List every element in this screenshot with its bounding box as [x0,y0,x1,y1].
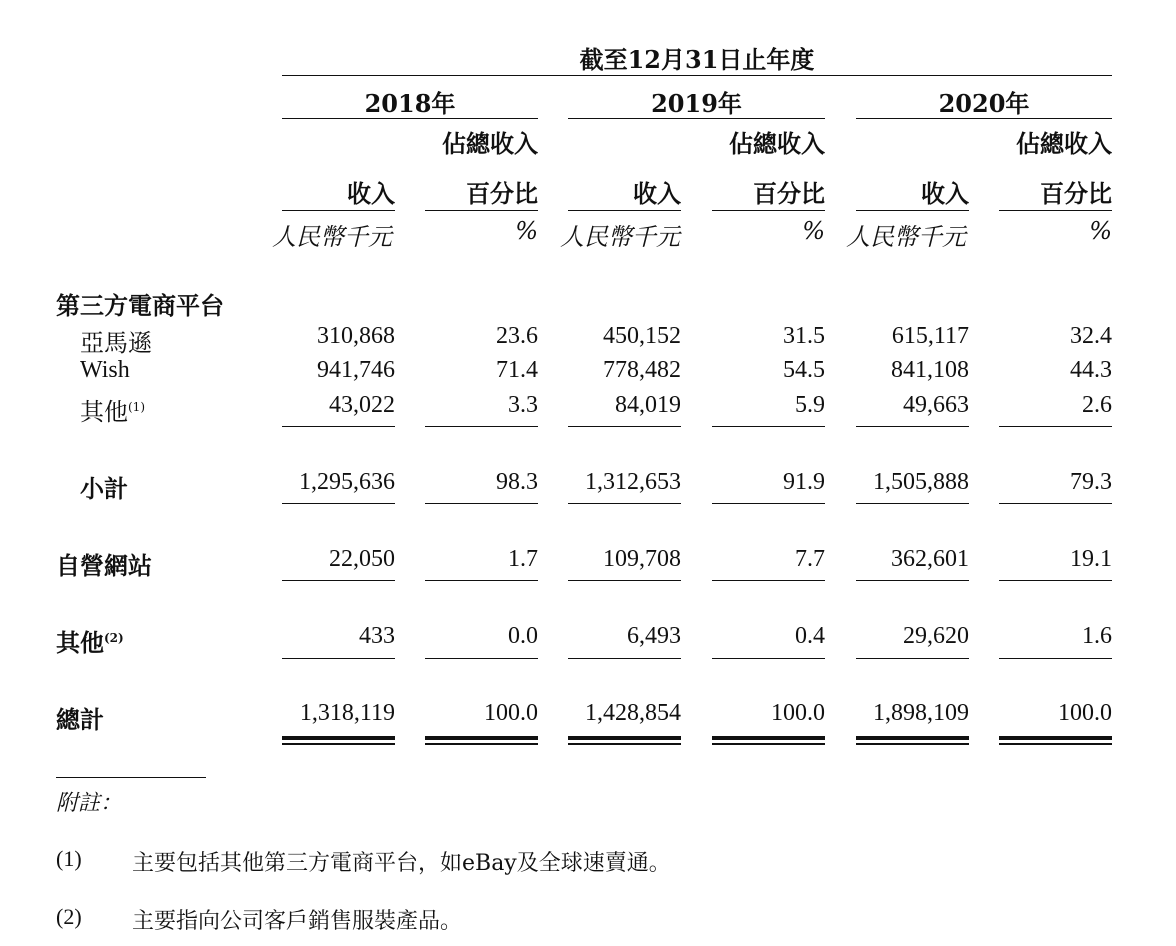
pct-unit-2019: % [802,217,825,245]
cell-amazon-pct-2020: 32.4 [1070,323,1112,349]
cell-amazon-rev-2018: 310,868 [317,323,395,349]
cell-wish-pct-2019: 54.5 [783,357,825,383]
revenue-header-2018: 收入 [347,179,395,208]
row-rule [712,658,825,659]
cell-other1-pct-2018: 3.3 [508,392,538,418]
cell-other2-rev-2020: 29,620 [903,623,969,649]
row-rule [282,658,395,659]
row-rule [856,503,969,504]
row-label-other2-text: 其他 [56,628,104,657]
total-double-rule [425,736,538,745]
cell-other1-rev-2019: 84,019 [615,392,681,418]
note-1-number: (1) [56,846,82,871]
cell-other2-pct-2020: 1.6 [1082,623,1112,649]
pct-header-line1-2020: 佔總收入 [1016,129,1112,158]
header-rule [282,75,1112,76]
row-label-own-site: 自營網站 [56,551,152,580]
total-double-rule [568,736,681,745]
cell-wish-rev-2019: 778,482 [603,357,681,383]
footnote-marker-2: (2) [104,631,124,645]
pct-header-line2-2020: 百分比 [1040,179,1112,208]
row-rule [856,658,969,659]
cell-total-rev-2020: 1,898,109 [873,700,969,726]
revenue-unit-2018: 人民幣千元 [272,223,392,251]
row-rule [999,426,1112,427]
year-2018: 2018年 [364,89,456,118]
col-rule [999,210,1112,211]
row-rule [568,658,681,659]
revenue-header-2019: 收入 [633,179,681,208]
cell-other1-pct-2019: 5.9 [795,392,825,418]
cell-other1-rev-2020: 49,663 [903,392,969,418]
cell-subtotal-rev-2019: 1,312,653 [585,469,681,495]
row-label-wish: Wish [80,357,130,383]
year-2019: 2019年 [651,89,742,118]
cell-own-site-pct-2018: 1.7 [508,546,538,572]
period-title: 截至12月31日止年度 [579,45,815,74]
cell-amazon-rev-2019: 450,152 [603,323,681,349]
row-rule [282,580,395,581]
row-rule [712,580,825,581]
col-rule [856,210,969,211]
cell-other1-rev-2018: 43,022 [329,392,395,418]
row-rule [856,580,969,581]
year-rule-2019 [568,118,825,119]
row-rule [282,426,395,427]
row-rule [712,426,825,427]
cell-amazon-rev-2020: 615,117 [891,323,969,349]
revenue-unit-2019: 人民幣千元 [560,223,680,251]
total-double-rule [856,736,969,745]
note-2-text: 主要指向公司客戶銷售服裝產品。 [132,909,463,934]
cell-own-site-pct-2019: 7.7 [795,546,825,572]
col-rule [568,210,681,211]
cell-wish-pct-2018: 71.4 [496,357,538,383]
row-label-amazon: 亞馬遜 [80,329,152,357]
cell-own-site-rev-2020: 362,601 [891,546,969,572]
notes-heading: 附註： [56,791,123,816]
cell-wish-rev-2018: 941,746 [317,357,395,383]
cell-subtotal-pct-2019: 91.9 [783,469,825,495]
pct-header-line1-2019: 佔總收入 [729,129,825,158]
row-label-other1 [80,392,145,427]
year-rule-2018 [282,118,538,119]
row-rule [568,503,681,504]
row-rule [425,658,538,659]
cell-subtotal-pct-2020: 79.3 [1070,469,1112,495]
pct-header-line2-2019: 百分比 [753,179,825,208]
cell-own-site-rev-2018: 22,050 [329,546,395,572]
row-rule [425,503,538,504]
row-label-other2 [56,623,124,658]
cell-own-site-rev-2019: 109,708 [603,546,681,572]
row-label-third-party: 第三方電商平台 [56,291,224,320]
cell-other2-rev-2019: 6,493 [627,623,681,649]
total-double-rule [282,736,395,745]
row-label-total: 總計 [56,705,104,734]
col-rule [282,210,395,211]
row-rule [282,503,395,504]
row-rule [425,426,538,427]
row-rule [568,426,681,427]
cell-wish-rev-2020: 841,108 [891,357,969,383]
cell-total-pct-2019: 100.0 [771,700,825,726]
year-2020: 2020年 [938,89,1030,118]
row-rule [712,503,825,504]
note-2-number: (2) [56,904,82,929]
cell-total-pct-2018: 100.0 [484,700,538,726]
row-rule [568,580,681,581]
note-1-text: 主要包括其他第三方電商平台，如eBay及全球速賣通。 [132,851,671,876]
cell-amazon-pct-2019: 31.5 [783,323,825,349]
cell-other2-rev-2018: 433 [359,623,395,649]
year-rule-2020 [856,118,1112,119]
cell-other1-pct-2020: 2.6 [1082,392,1112,418]
pct-header-line2-2018: 百分比 [466,179,538,208]
pct-unit-2020: % [1089,217,1112,245]
row-rule [999,658,1112,659]
cell-subtotal-pct-2018: 98.3 [496,469,538,495]
cell-amazon-pct-2018: 23.6 [496,323,538,349]
cell-wish-pct-2020: 44.3 [1070,357,1112,383]
cell-total-rev-2018: 1,318,119 [299,700,395,726]
revenue-unit-2020: 人民幣千元 [846,223,966,251]
row-label-other1-text: 其他 [80,398,128,426]
col-rule [425,210,538,211]
cell-total-rev-2019: 1,428,854 [585,700,681,726]
notes-divider [56,777,206,778]
revenue-header-2020: 收入 [921,179,969,208]
cell-subtotal-rev-2018: 1,295,636 [299,469,395,495]
row-label-subtotal: 小計 [80,474,128,503]
total-double-rule [999,736,1112,745]
row-rule [856,426,969,427]
cell-other2-pct-2018: 0.0 [508,623,538,649]
row-rule [999,580,1112,581]
cell-other2-pct-2019: 0.4 [795,623,825,649]
pct-unit-2018: % [515,217,538,245]
cell-own-site-pct-2020: 19.1 [1070,546,1112,572]
row-rule [425,580,538,581]
row-rule [999,503,1112,504]
footnote-marker-1: (1) [128,400,145,414]
total-double-rule [712,736,825,745]
cell-subtotal-rev-2020: 1,505,888 [873,469,969,495]
cell-total-pct-2020: 100.0 [1058,700,1112,726]
pct-header-line1-2018: 佔總收入 [442,129,538,158]
col-rule [712,210,825,211]
